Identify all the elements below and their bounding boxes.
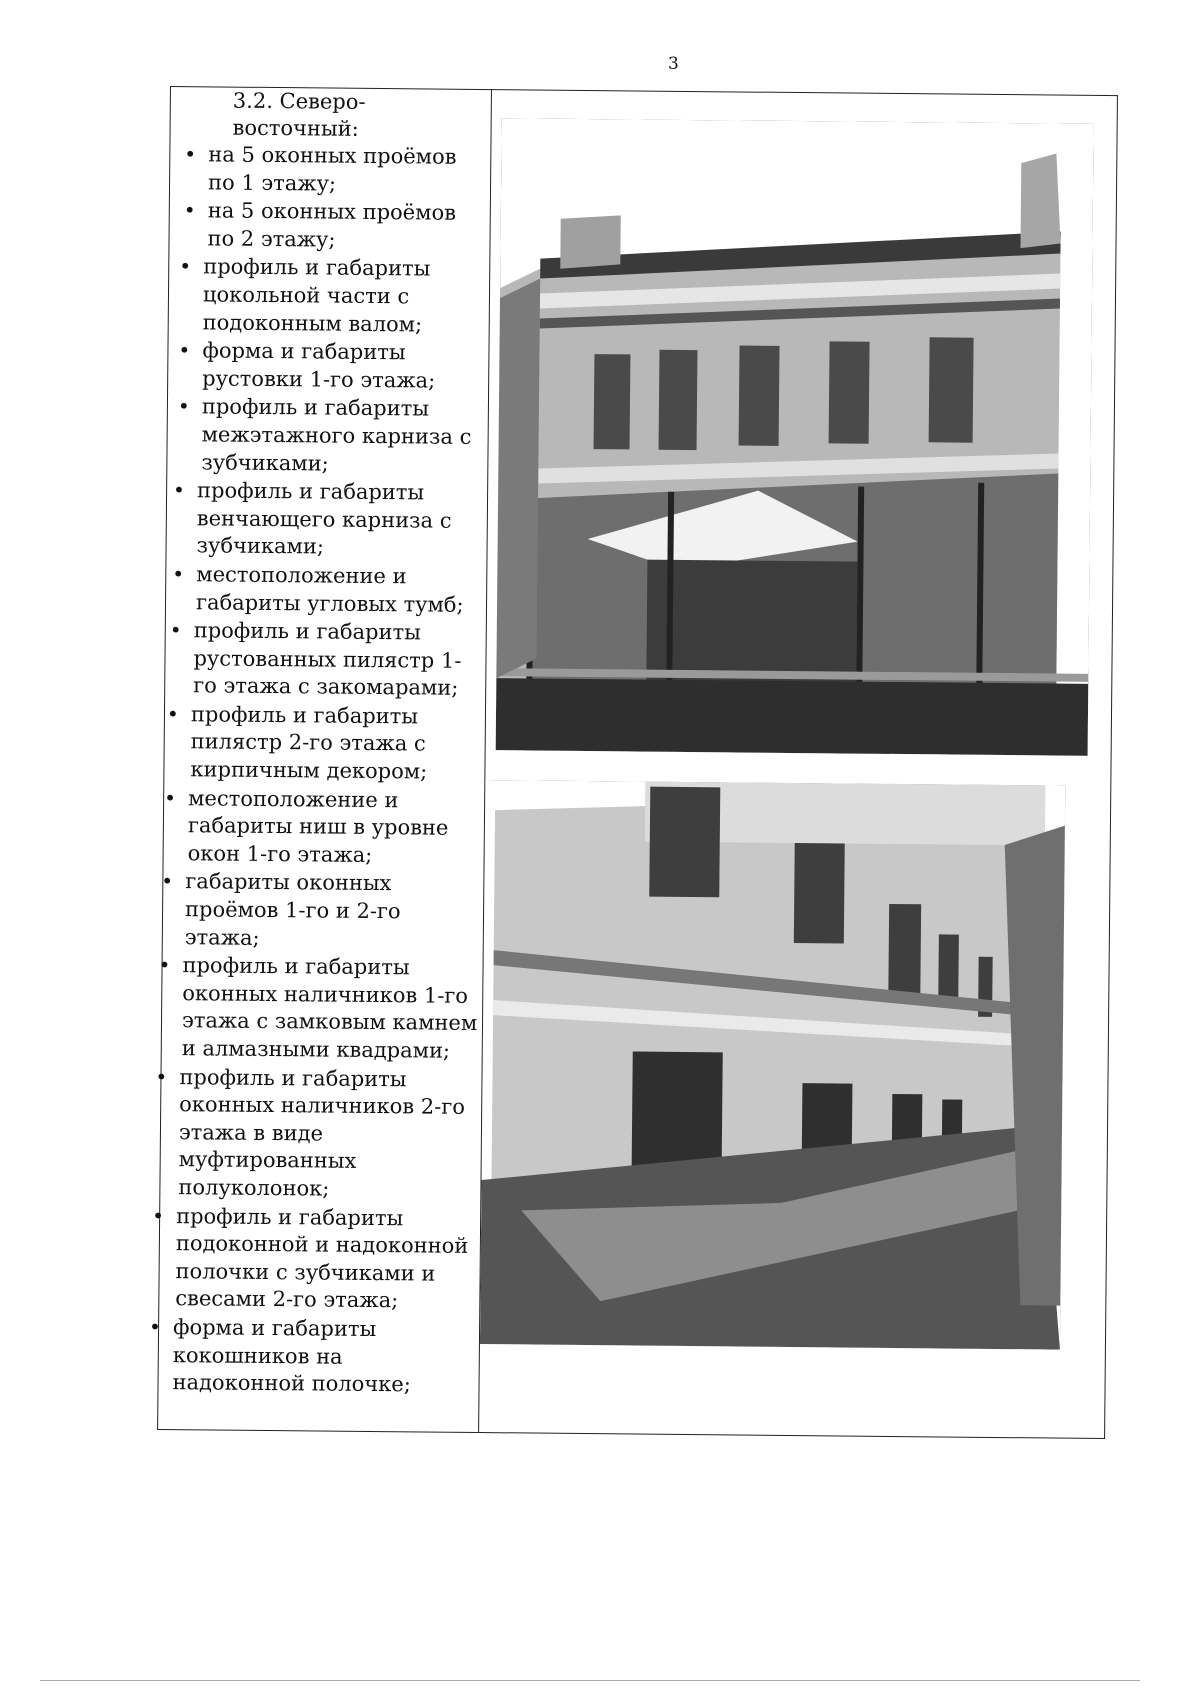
- page-number: 3: [668, 54, 679, 74]
- list-item: • форма и габариты кокошников на надоконной полочке;: [172, 1314, 479, 1400]
- list-item: • профиль и габариты оконных наличников 2-го этажа в виде муфтированных полуколонок;: [178, 1064, 481, 1205]
- list-item: • на 5 оконных проёмов по 2 этажу;: [207, 198, 490, 256]
- list-item: • профиль и габариты венчающего карниза с зубчиками;: [196, 477, 487, 563]
- list-item: • габариты оконных проёмов 1-го и 2-го этажа;: [185, 869, 484, 955]
- list-item: • профиль и габариты межэтажного карниза с зубчиками;: [201, 394, 488, 480]
- list-item: • профиль и габариты подоконной и надоконной полочки с зубчиками и свесами 2-го этажа;: [175, 1203, 480, 1316]
- facade-photo-perspective: [480, 780, 1065, 1350]
- list-item: • профиль и габариты оконных наличников 1-го этажа с замковым камнем и алмазными квадрами;: [182, 952, 483, 1065]
- list-item: • на 5 оконных проёмов по 1 этажу;: [208, 141, 491, 199]
- list-item: • профиль и габариты цокольной части с подоконным валом;: [203, 254, 490, 340]
- list-item: • профиль и габариты рустованных пилястр 1-го этажа с закомарами;: [193, 617, 486, 703]
- list-item: • местоположение и габариты ниш в уровне окон 1-го этажа;: [187, 785, 484, 871]
- scan-edge-line: [40, 1680, 1140, 1681]
- list-item: • форма и габариты рустовки 1-го этажа;: [202, 337, 489, 395]
- list-item: • профиль и габариты пилястр 2-го этажа с кирпичным декором;: [190, 701, 485, 787]
- section-heading: 3.2. Северо-восточный:: [232, 88, 366, 141]
- facade-photo-front: [496, 118, 1094, 756]
- protection-table: [157, 86, 1118, 1439]
- description-cell: [158, 87, 492, 1433]
- list-item: • местоположение и габариты угловых тумб;: [196, 561, 487, 619]
- item-list: [158, 141, 490, 1400]
- photo-cell: [479, 90, 1118, 1439]
